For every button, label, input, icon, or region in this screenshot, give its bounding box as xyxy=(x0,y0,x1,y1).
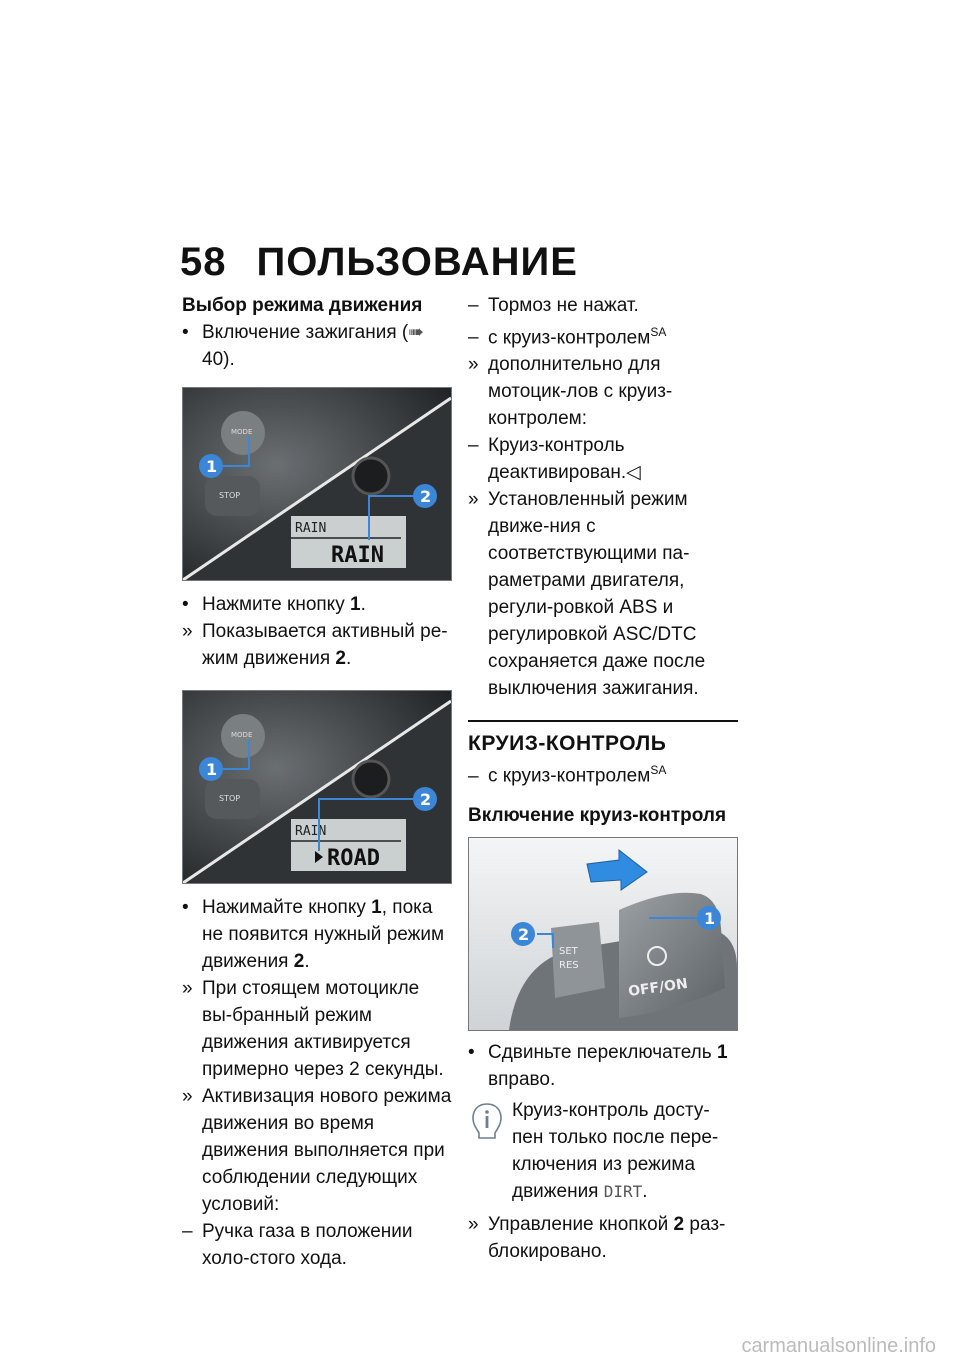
photo-mode-button-rain xyxy=(182,387,452,581)
page-number: 58 xyxy=(180,240,227,284)
result-saved-mode: » Установленный режим движе-ния с соответствующими па-раметрами двигателя, регули-ровкой ABS и регулировкой ASC/DTC сохраняется даже после выключения зажигания. xyxy=(468,489,706,700)
end-marker-icon: ◁ xyxy=(626,462,641,484)
heading-driving-mode: Выбор режима движения xyxy=(182,295,423,316)
right-column xyxy=(468,292,738,1265)
left-column xyxy=(182,292,452,1272)
photo-cruise-switch xyxy=(468,837,738,1031)
callout-1: 1 xyxy=(206,760,218,779)
result-button-unlocked: » Управление кнопкой 2 раз-блокировано. xyxy=(468,1213,726,1262)
bullet-press-until: • Нажимайте кнопку 1, пока не появится нужный режим движения 2. xyxy=(182,897,445,972)
page-ref-arrow-icon: ➠ xyxy=(408,322,425,343)
res-label: RES xyxy=(559,959,579,971)
result-cruise-additional: » дополнительно для мотоцик-лов с круиз-контролем: xyxy=(468,354,673,430)
btn-mode-label: MODE xyxy=(231,731,253,739)
bullet-press-button: • Нажмите кнопку 1. xyxy=(182,594,366,615)
condition-brake: – Тормоз не нажат. xyxy=(468,295,639,316)
btn-stop-label: STOP xyxy=(219,491,241,500)
lcd-top-text: RAIN xyxy=(295,824,327,839)
condition-cruise-off: – Круиз-контроль деактивирован.◁ xyxy=(468,435,641,484)
callout-2: 2 xyxy=(518,924,530,944)
offon-label: OFF/ON xyxy=(627,975,689,1000)
callout-2: 2 xyxy=(420,790,432,809)
sa-badge: SA xyxy=(650,763,667,778)
lcd-mode-text: ROAD xyxy=(327,846,380,871)
result-active-mode: » Показывается активный ре-жим движения 2. xyxy=(182,621,448,669)
callout-1: 1 xyxy=(206,457,218,476)
photo-mode-button-road xyxy=(182,690,452,884)
info-note: Круиз-контроль досту-пен только после пере-ключения из режима движения DIRT. xyxy=(468,1097,738,1205)
section-cruise-control: КРУИЗ-КОНТРОЛЬ xyxy=(468,720,738,757)
callout-1: 1 xyxy=(704,908,716,928)
lcd-top-text: RAIN xyxy=(295,521,327,536)
bullet-marker: • xyxy=(182,322,189,343)
sa-badge: SA xyxy=(650,325,667,339)
lcd-mode-text: RAIN xyxy=(331,543,384,568)
page-header xyxy=(180,240,578,285)
result-stationary: » При стоящем мотоцикле вы-бранный режим движения активируется примерно через 2 секунды. xyxy=(182,978,444,1080)
btn-stop-label: STOP xyxy=(219,794,241,803)
bullet-ignition: • Включение зажигания (➠ 40). xyxy=(182,319,452,373)
set-label: SET xyxy=(559,945,578,957)
btn-mode-label: MODE xyxy=(231,428,253,436)
condition-cruise-option-2: – с круиз-контролем$^{SA}$ xyxy=(468,763,667,787)
callout-2: 2 xyxy=(420,487,432,506)
condition-cruise-option: – с круиз-контролем$^{SA}$ xyxy=(468,325,667,349)
page-title: ПОЛЬЗОВАНИЕ xyxy=(256,240,578,284)
heading-enable-cruise: Включение круиз-контроля xyxy=(468,804,727,826)
result-while-riding: » Активизация нового режима движения во время движения выполняется при соблюдении следующих условий: xyxy=(182,1086,452,1215)
bullet-slide-switch: • Сдвиньте переключатель 1 вправо. xyxy=(468,1041,728,1090)
footer-watermark: carmanualsonline.info xyxy=(741,1335,936,1357)
condition-throttle: – Ручка газа в положении холо-стого хода. xyxy=(182,1221,413,1269)
info-icon xyxy=(470,1101,504,1141)
dirt-mode-label: DIRT xyxy=(603,1181,643,1201)
